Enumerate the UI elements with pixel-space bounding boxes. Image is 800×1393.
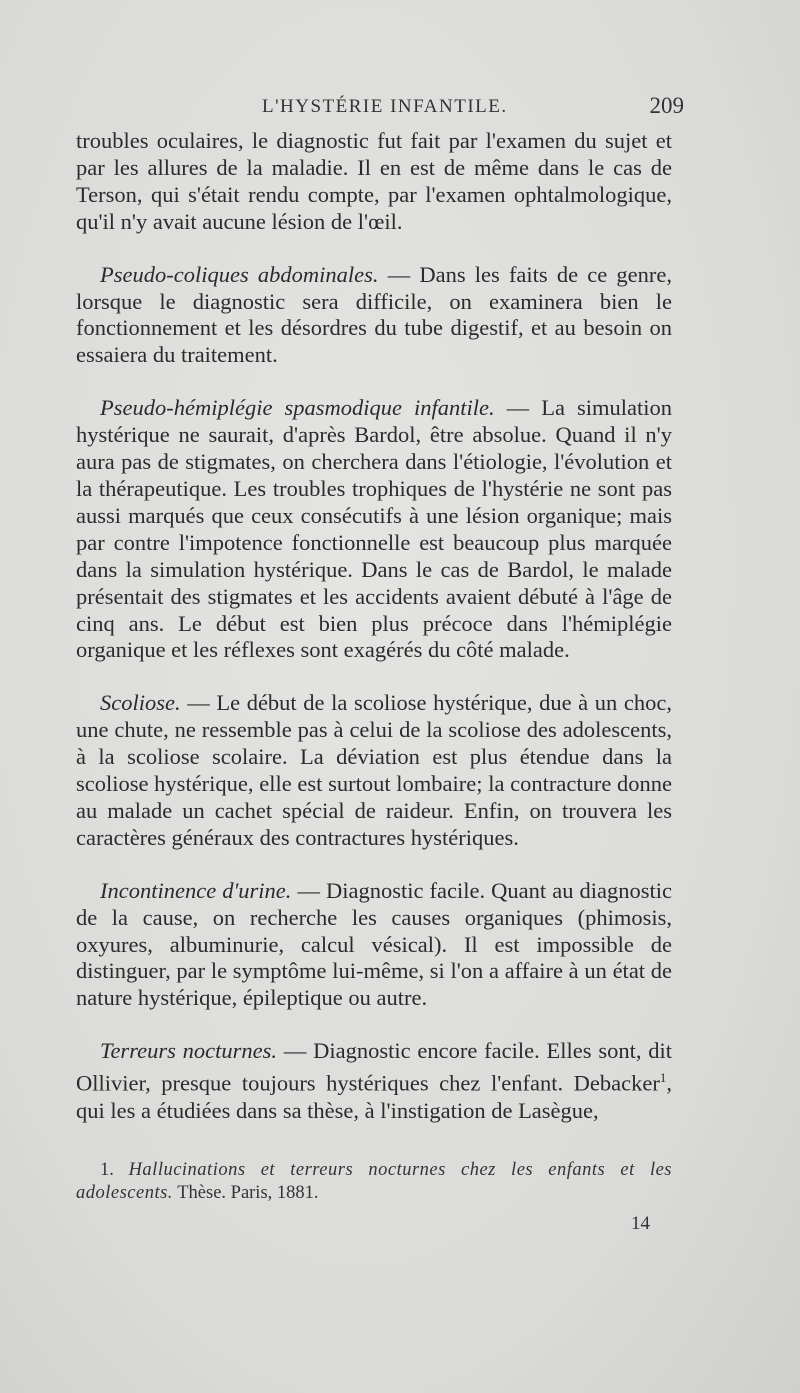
footnote — [76, 1159, 672, 1205]
paragraph — [76, 262, 672, 370]
footnote-title: Hallucinations et terreurs nocturnes chez les enfants et les adolescents. — [76, 1160, 672, 1203]
paragraph — [76, 128, 672, 236]
paragraph — [76, 395, 672, 664]
running-title: L'HYSTÉRIE INFANTILE. — [262, 96, 508, 117]
paragraph-text: — Le début de la scoliose hystérique, due à un choc, une chute, ne ressemble pas à celui de la scoliose des adolescents, à la scoliose scolaire. La déviation est plus étendue dans la scoliose hystérique, elle est surtout lombaire; la contracture donne au malade un cachet spécial de raideur. Enfin, on trouvera les caractères généraux des contractures hystériques. — [76, 690, 672, 850]
footnote-number: 1. — [100, 1160, 114, 1180]
footnotes — [76, 1159, 672, 1205]
signature-mark: 14 — [631, 1213, 650, 1234]
page-header — [76, 93, 684, 126]
paragraph — [76, 690, 672, 851]
paragraph — [76, 878, 672, 1013]
section-subhead: Scoliose. — [100, 690, 181, 716]
footnote-reference: 1 — [659, 1070, 667, 1086]
body-text — [76, 128, 672, 1125]
paragraph-text: troubles oculaires, le diagnostic fut fait par l'examen du sujet et par les allures de la maladie. Il en est de même dans le cas de Terson, qui s'était rendu compte, par l'examen ophtalmologique, qu'il n'y avait aucune lésion de l'œil. — [76, 128, 672, 234]
paragraph-text: — La simulation hystérique ne saurait, d'après Bardol, être absolue. Quand il n'y aura pas de stigmates, on cherchera dans l'étiologie, l'évolution et la thérapeutique. Les troubles trophiques de l'hystérie ne sont pas aussi marqués que ceux consécutifs à une lésion organique; mais par contre l'impotence fonctionnelle est beaucoup plus marquée dans la simulation hystérique. Dans le cas de Bardol, le malade présentait des stigmates et les accidents avaient débuté à l'âge de cinq ans. Le début est bien plus précoce dans l'hémiplégie organique et les réflexes sont exagérés du côté malade. — [76, 395, 672, 663]
paragraph-text: — Dans les faits de ce genre, lorsque le diagnostic sera difficile, on examinera bien le fonctionnement et les désordres du tube digestif, et au besoin on essaiera du traitement. — [76, 261, 672, 368]
section-subhead: Pseudo-coliques abdominales. — [100, 261, 379, 287]
paragraph-text: — Diagnostic encore facile. Elles sont, dit Ollivier, presque toujours hystériques chez l'enfant. Debacker — [76, 1038, 672, 1096]
paragraph — [76, 1038, 672, 1124]
footnote-text: Thèse. Paris, 1881. — [172, 1183, 319, 1203]
paragraph-text: , qui les a étudiées dans sa thèse, à l'instigation de Lasègue, — [76, 1070, 672, 1123]
section-subhead: Terreurs nocturnes. — [100, 1038, 278, 1064]
paragraph-text: — Diagnostic facile. Quant au diagnostic de la cause, on recherche les causes organiques (phimosis, oxyures, albuminurie, calcul vésical). Il est impossible de distinguer, par le symptôme lui-même, si l'on a affaire à un état de nature hystérique, épileptique ou autre. — [76, 877, 672, 1011]
section-subhead: Pseudo-hémiplégie spasmodique infantile. — [100, 395, 495, 421]
section-subhead: Incontinence d'urine. — [100, 877, 292, 903]
page-number: 209 — [649, 93, 684, 118]
